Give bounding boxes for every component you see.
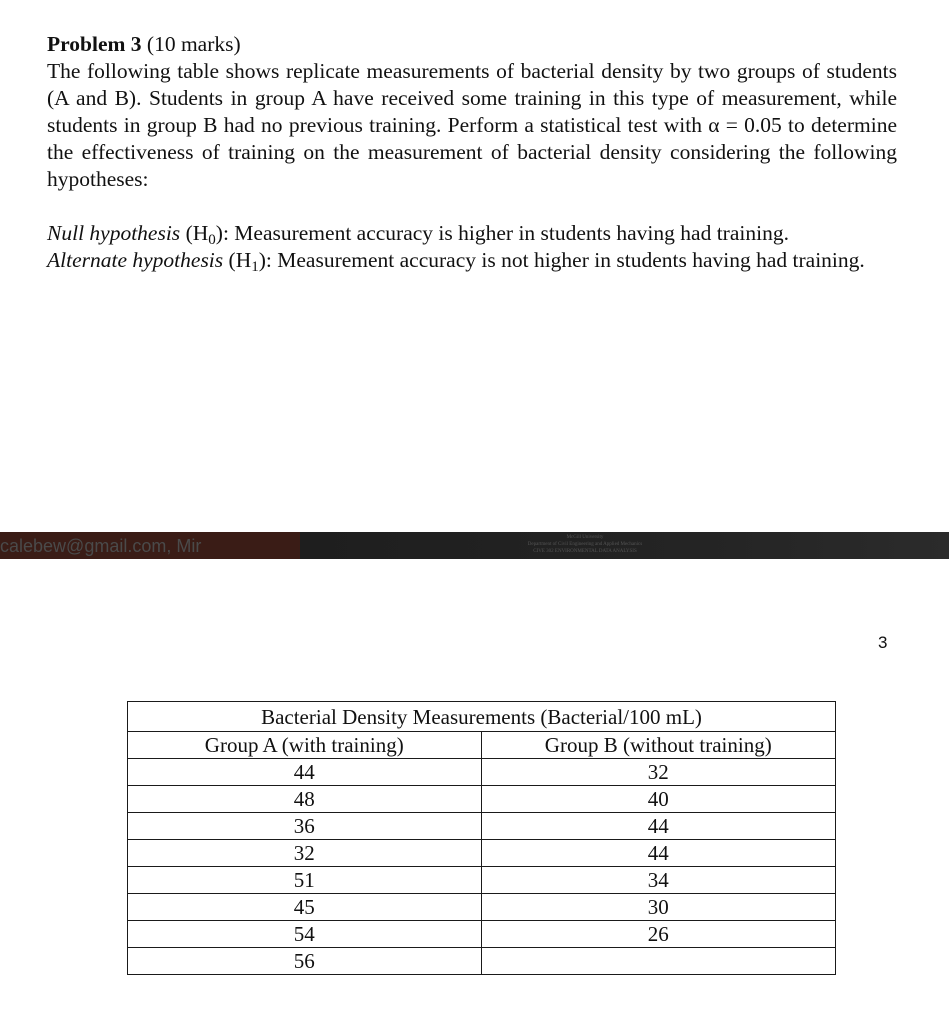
- table-row: [128, 894, 836, 921]
- group-a-cell: 36: [128, 813, 482, 840]
- header-line: Department of Civil Engineering and Applied Mechanics: [527, 542, 643, 547]
- null-hypothesis-subscript: 0: [208, 231, 216, 248]
- bacterial-density-table: [127, 701, 836, 975]
- group-a-cell: 48: [128, 786, 482, 813]
- alternate-hypothesis-subscript: 1: [251, 258, 259, 275]
- next-page-header: [480, 534, 690, 555]
- page-break-band: [0, 532, 949, 559]
- alternate-hypothesis-symbol: (H: [228, 248, 252, 272]
- header-line: McGill University: [566, 535, 604, 540]
- problem-statement: [47, 31, 897, 274]
- problem-intro: The following table shows replicate measurements of bacterial density by two groups of students (A and B). Students in group A have received some training in this type of measurement, while students in group B had no previous training. Perform a statistical test with α = 0.05 to determine the effectiveness of training on the measurement of bacterial density considering the following hypotheses:: [47, 59, 897, 191]
- table-row: [128, 786, 836, 813]
- null-hypothesis-label: Null hypothesis: [47, 221, 181, 245]
- group-a-cell: 45: [128, 894, 482, 921]
- group-b-cell: 30: [481, 894, 836, 921]
- header-line: CIVE 302 ENVIRONMENTAL DATA ANALYSIS: [533, 549, 637, 554]
- problem-marks: (10 marks): [141, 32, 241, 56]
- null-hypothesis: [47, 220, 897, 247]
- table-title: Bacterial Density Measurements (Bacterial/100 mL): [128, 702, 836, 732]
- null-hypothesis-text: ): Measurement accuracy is higher in students having had training.: [215, 221, 789, 245]
- group-b-cell: 40: [481, 786, 836, 813]
- alternate-hypothesis-text: ): Measurement accuracy is not higher in students having had training.: [258, 248, 865, 272]
- alternate-hypothesis: [47, 247, 897, 274]
- group-b-cell: 44: [481, 840, 836, 867]
- alternate-hypothesis-label: Alternate hypothesis: [47, 248, 224, 272]
- table-row: [128, 840, 836, 867]
- group-b-cell: 32: [481, 759, 836, 786]
- table-title-row: [128, 702, 836, 732]
- group-a-cell: 54: [128, 921, 482, 948]
- table-row: [128, 948, 836, 975]
- table-header-row: [128, 732, 836, 759]
- problem-heading: [47, 31, 897, 58]
- problem-number: Problem 3: [47, 32, 142, 56]
- group-b-cell: 26: [481, 921, 836, 948]
- group-b-cell: 44: [481, 813, 836, 840]
- column-header-group-b: Group B (without training): [481, 732, 836, 759]
- table-row: [128, 921, 836, 948]
- watermark-email: calebew@gmail.com, Mir: [0, 536, 202, 556]
- null-hypothesis-symbol: (H: [185, 221, 209, 245]
- group-a-cell: 32: [128, 840, 482, 867]
- table-row: [128, 759, 836, 786]
- group-a-cell: 56: [128, 948, 482, 975]
- page-number: 3: [878, 633, 888, 652]
- column-header-group-a: Group A (with training): [128, 732, 482, 759]
- group-a-cell: 44: [128, 759, 482, 786]
- table-row: [128, 867, 836, 894]
- group-b-cell: 34: [481, 867, 836, 894]
- table-row: [128, 813, 836, 840]
- group-b-cell: [481, 948, 836, 975]
- group-a-cell: 51: [128, 867, 482, 894]
